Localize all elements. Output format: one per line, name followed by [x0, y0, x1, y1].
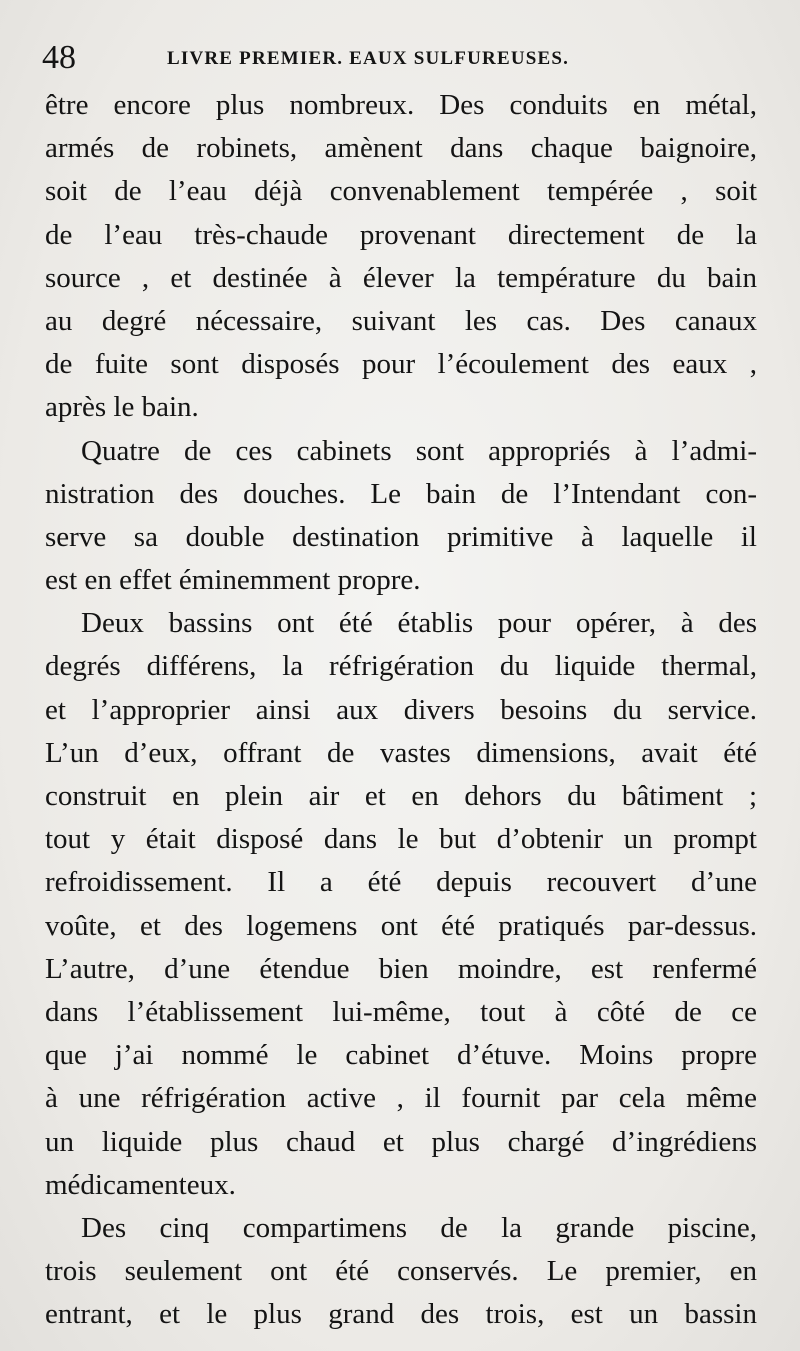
text-line: que j’ai nommé le cabinet d’étuve. Moins propre [45, 1039, 757, 1072]
text-line: tout y était disposé dans le but d’obtenir un prompt [45, 823, 757, 856]
text-line: et l’approprier ainsi aux divers besoins du service. [45, 693, 757, 726]
page-number: 48 [42, 39, 76, 76]
text-line: Quatre de ces cabinets sont appropriés à l’admi- [81, 434, 757, 467]
body-text [45, 84, 757, 1336]
text-line: un liquide plus chaud et plus chargé d’ingrédiens [45, 1125, 757, 1158]
text-line: armés de robinets, amènent dans chaque baignoire, [45, 132, 757, 165]
text-line: source , et destinée à élever la température du bain [45, 261, 757, 294]
text-line: est en effet éminemment propre. [45, 564, 421, 597]
text-line: L’autre, d’une étendue bien moindre, est renfermé [45, 952, 757, 985]
text-line: Des cinq compartimens de la grande piscine, [81, 1211, 757, 1244]
text-line: soit de l’eau déjà convenablement tempérée , soit [45, 175, 757, 208]
text-line: Deux bassins ont été établis pour opérer, à des [81, 607, 757, 640]
text-line: refroidissement. Il a été depuis recouvert d’une [45, 866, 757, 899]
text-line: serve sa double destination primitive à laquelle il [45, 520, 757, 553]
text-line: construit en plein air et en dehors du bâtiment ; [45, 780, 757, 812]
text-line: à une réfrigération active , il fournit par cela même [45, 1082, 757, 1115]
text-line: L’un d’eux, offrant de vastes dimensions, avait été [45, 736, 757, 769]
text-line: après le bain. [45, 391, 199, 424]
text-line: dans l’établissement lui-même, tout à côté de ce [45, 995, 757, 1028]
page-header [42, 38, 758, 78]
text-line: voûte, et des logemens ont été pratiqués par-dessus. [45, 909, 757, 942]
running-title: LIVRE PREMIER. EAUX SULFUREUSES. [167, 48, 570, 69]
text-line: au degré nécessaire, suivant les cas. Des canaux [45, 304, 757, 337]
text-line: degrés différens, la réfrigération du liquide thermal, [45, 650, 757, 683]
text-line: trois seulement ont été conservés. Le premier, en [45, 1255, 757, 1288]
text-line: être encore plus nombreux. Des conduits en métal, [45, 89, 757, 121]
text-line: de fuite sont disposés pour l’écoulement des eaux , [45, 348, 757, 381]
text-line: médicamenteux. [45, 1168, 236, 1201]
text-line: entrant, et le plus grand des trois, est un bassin [45, 1298, 757, 1331]
text-line: nistration des douches. Le bain de l’Intendant con- [45, 477, 757, 510]
text-line: de l’eau très-chaude provenant directement de la [45, 218, 757, 251]
